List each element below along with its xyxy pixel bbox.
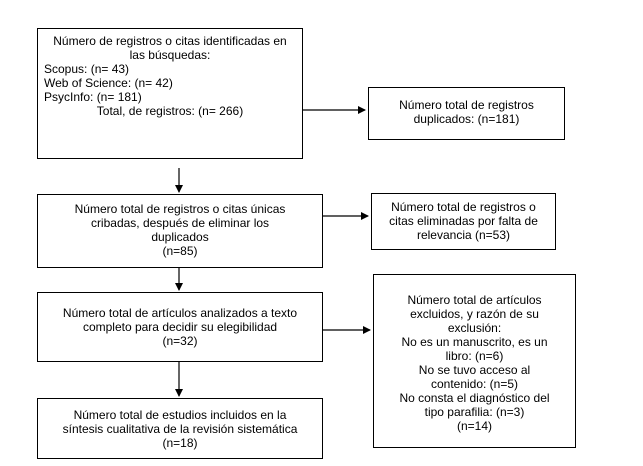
screened-line-3: duplicados [151, 230, 209, 244]
duplicates-line-2: duplicados: (n=181) [413, 112, 520, 126]
irrelevant-records-box [371, 193, 556, 250]
screened-line-2: cribadas, después de eliminar los [90, 216, 270, 230]
duplicates-line-1: Número total de registros [399, 98, 534, 112]
included-line-3: (n=18) [162, 436, 198, 450]
identified-title-line-1: Número de registros o citas identificadas en [53, 34, 287, 48]
fulltext-articles-box [37, 292, 323, 362]
source-psycinfo: PsycInfo: (n= 181) [44, 90, 142, 104]
excluded-line-7: contenido: (n=5) [430, 377, 519, 391]
identified-title-line-2: las búsquedas: [129, 48, 211, 62]
source-web-of-science: Web of Science: (n= 42) [44, 76, 173, 90]
excluded-line-1: Número total de artículos [407, 293, 542, 307]
excluded-line-8: No consta el diagnóstico del [399, 391, 550, 405]
screened-line-4: (n=85) [162, 244, 198, 258]
excluded-line-9: tipo parafilia: (n=3) [424, 405, 525, 419]
excluded-line-3: exclusión: [447, 321, 502, 335]
duplicates-box [368, 87, 565, 140]
fulltext-line-3: (n=32) [162, 334, 198, 348]
screened-line-1: Número total de registros o citas únicas [74, 202, 286, 216]
excluded-line-4: No es un manuscrito, es un [401, 335, 548, 349]
included-line-2: síntesis cualitativa de la revisión sistemática [62, 422, 298, 436]
irrelevant-line-1: Número total de registros o [391, 200, 536, 214]
fulltext-line-1: Número total de artículos analizados a texto [62, 306, 298, 320]
included-studies-box [37, 398, 323, 459]
fulltext-line-2: completo para decidir su elegibilidad [82, 320, 278, 334]
identified-total: Total, de registros: (n= 266) [96, 104, 244, 118]
excluded-line-10: (n=14) [456, 419, 493, 433]
irrelevant-line-2: citas eliminadas por falta de [389, 214, 538, 228]
excluded-line-6: No se tuvo acceso al [418, 363, 531, 377]
excluded-line-2: excluidos, y razón de su [410, 307, 539, 321]
screened-records-box [37, 194, 323, 268]
included-line-1: Número total de estudios incluidos en la [73, 408, 287, 422]
excluded-articles-box [373, 274, 576, 448]
source-scopus: Scopus: (n= 43) [44, 62, 130, 76]
excluded-line-5: libro: (n=6) [445, 349, 504, 363]
irrelevant-line-3: relevancia (n=53) [416, 228, 511, 242]
identified-records-box [37, 28, 303, 159]
